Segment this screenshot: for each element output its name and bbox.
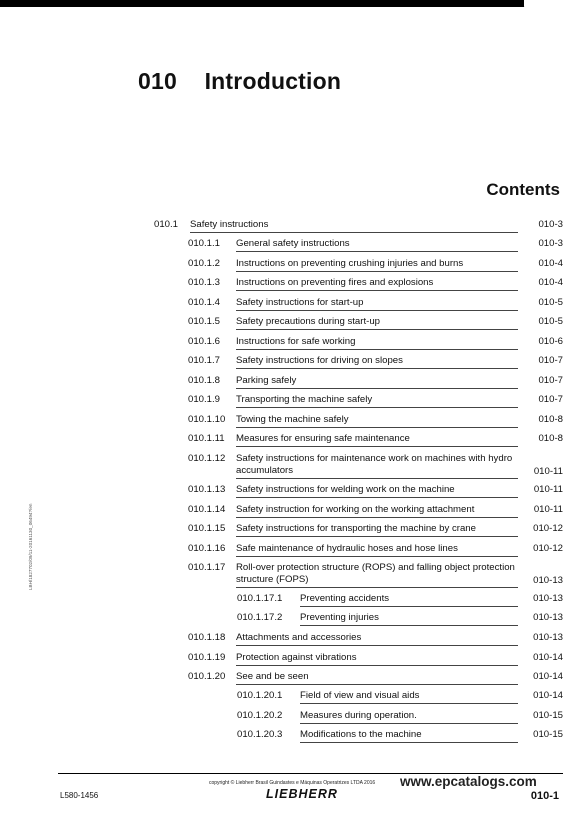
toc-entry-number: 010.1.7 xyxy=(188,355,221,366)
toc-entry[interactable] xyxy=(188,355,563,369)
contents-heading: Contents xyxy=(486,180,560,199)
toc-entry-page: 010-7 xyxy=(538,394,563,405)
toc-entry-title: Field of view and visual aids xyxy=(300,690,518,704)
toc-entry-title: Safety instructions for transporting the machine by crane xyxy=(236,523,518,537)
chapter-number: 010 xyxy=(138,68,177,94)
toc-entry-page: 010-7 xyxy=(538,375,563,386)
toc-entry-page: 010-14 xyxy=(533,671,563,682)
toc-entry[interactable] xyxy=(188,238,563,252)
side-document-code: LBH/1827702/09/11-20161130_06494?/en xyxy=(28,503,33,590)
toc-entry-title: Safe maintenance of hydraulic hoses and hose lines xyxy=(236,543,518,557)
model-code: L580-1456 xyxy=(60,791,99,800)
toc-entry-number: 010.1.10 xyxy=(188,414,226,425)
toc-entry[interactable] xyxy=(188,562,563,588)
toc-entry[interactable] xyxy=(188,504,563,518)
toc-entry-page: 010-4 xyxy=(538,258,563,269)
toc-entry[interactable] xyxy=(237,690,563,704)
toc-entry-page: 010-11 xyxy=(533,504,563,515)
toc-entry-number: 010.1.1 xyxy=(188,238,221,249)
toc-entry-page: 010-13 xyxy=(533,612,563,623)
liebherr-logo: LIEBHERR xyxy=(266,787,338,801)
toc-entry-title: Transporting the machine safely xyxy=(236,394,518,408)
toc-entry-number: 010.1.12 xyxy=(188,453,226,464)
toc-entry-number: 010.1.4 xyxy=(188,297,221,308)
toc-entry-number: 010.1.20.3 xyxy=(237,729,283,740)
toc-entry-title: Instructions on preventing fires and explosions xyxy=(236,277,518,291)
toc-entry-title: Modifications to the machine xyxy=(300,729,518,743)
toc-entry-number: 010.1 xyxy=(154,219,179,230)
toc-entry-page: 010-6 xyxy=(538,336,563,347)
toc-entry[interactable] xyxy=(188,258,563,272)
toc-entry-page: 010-5 xyxy=(538,297,563,308)
toc-entry-title: Roll-over protection structure (ROPS) and falling object protection structure (FOPS) xyxy=(236,562,518,588)
toc-entry-number: 010.1.14 xyxy=(188,504,226,515)
toc-entry[interactable] xyxy=(188,484,563,498)
toc-entry-page: 010-13 xyxy=(533,632,563,643)
toc-entry-title: Measures during operation. xyxy=(300,710,518,724)
toc-entry[interactable] xyxy=(154,219,563,233)
watermark-url: www.epcatalogs.com xyxy=(400,774,537,789)
toc-entry-title: Safety precautions during start-up xyxy=(236,316,518,330)
toc-entry-number: 010.1.2 xyxy=(188,258,221,269)
toc-entry-number: 010.1.19 xyxy=(188,652,226,663)
toc-entry[interactable] xyxy=(188,652,563,666)
toc-entry-number: 010.1.20.2 xyxy=(237,710,283,721)
toc-entry-number: 010.1.6 xyxy=(188,336,221,347)
toc-entry[interactable] xyxy=(237,729,563,743)
toc-entry-page: 010-13 xyxy=(533,575,563,586)
toc-entry-title: General safety instructions xyxy=(236,238,518,252)
toc-entry-title: Parking safely xyxy=(236,375,518,389)
toc-entry-number: 010.1.20 xyxy=(188,671,226,682)
toc-entry-title: Safety instructions for start-up xyxy=(236,297,518,311)
toc-entry-title: Attachments and accessories xyxy=(236,632,518,646)
toc-entry[interactable] xyxy=(188,453,563,479)
toc-entry-page: 010-3 xyxy=(538,238,563,249)
toc-entry-number: 010.1.17.2 xyxy=(237,612,283,623)
toc-entry-number: 010.1.15 xyxy=(188,523,226,534)
toc-entry[interactable] xyxy=(237,612,563,626)
toc-entry-page: 010-13 xyxy=(533,593,563,604)
toc-entry[interactable] xyxy=(188,632,563,646)
toc-entry-number: 010.1.13 xyxy=(188,484,226,495)
toc-entry[interactable] xyxy=(188,375,563,389)
copyright-notice: copyright © Liebherr Brasil Guindastes e Máquinas Operatrizes LTDA 2016 xyxy=(209,780,376,786)
toc-entry[interactable] xyxy=(237,593,563,607)
toc-entry-page: 010-5 xyxy=(538,316,563,327)
toc-entry[interactable] xyxy=(237,710,563,724)
toc-entry[interactable] xyxy=(188,433,563,447)
toc-entry-number: 010.1.17 xyxy=(188,562,226,573)
toc-entry-page: 010-11 xyxy=(533,484,563,495)
toc-entry-page: 010-7 xyxy=(538,355,563,366)
toc-entry-number: 010.1.16 xyxy=(188,543,226,554)
toc-entry[interactable] xyxy=(188,543,563,557)
toc-entry[interactable] xyxy=(188,297,563,311)
toc-entry-title: Preventing accidents xyxy=(300,593,518,607)
toc-entry-page: 010-15 xyxy=(533,710,563,721)
toc-entry-title: Safety instructions for driving on slopes xyxy=(236,355,518,369)
toc-entry-number: 010.1.18 xyxy=(188,632,226,643)
toc-entry-page: 010-3 xyxy=(538,219,563,230)
toc-entry-number: 010.1.9 xyxy=(188,394,221,405)
toc-entry-page: 010-14 xyxy=(533,690,563,701)
page-number: 010-1 xyxy=(530,790,559,802)
toc-entry-title: Instructions on preventing crushing injuries and burns xyxy=(236,258,518,272)
toc-entry-page: 010-8 xyxy=(538,414,563,425)
toc-entry-title: Protection against vibrations xyxy=(236,652,518,666)
toc-entry-page: 010-8 xyxy=(538,433,563,444)
toc-entry-title: Towing the machine safely xyxy=(236,414,518,428)
toc-entry-title: Safety instructions xyxy=(190,219,518,233)
toc-entry-page: 010-14 xyxy=(533,652,563,663)
toc-entry-title: Safety instructions for maintenance work on machines with hydro accumulators xyxy=(236,453,518,479)
toc-entry-title: Preventing injuries xyxy=(300,612,518,626)
toc-entry-page: 010-12 xyxy=(533,543,563,554)
toc-entry[interactable] xyxy=(188,671,563,685)
toc-entry-title: Safety instruction for working on the working attachment xyxy=(236,504,518,518)
toc-entry-number: 010.1.8 xyxy=(188,375,221,386)
toc-entry-title: Safety instructions for welding work on the machine xyxy=(236,484,518,498)
toc-entry-page: 010-12 xyxy=(533,523,563,534)
toc-entry[interactable] xyxy=(188,336,563,350)
toc-entry-number: 010.1.17.1 xyxy=(237,593,283,604)
chapter-title: Introduction xyxy=(204,68,342,94)
toc-entry-number: 010.1.11 xyxy=(188,433,225,444)
toc-entry-title: Measures for ensuring safe maintenance xyxy=(236,433,518,447)
toc-entry[interactable] xyxy=(188,277,563,291)
toc-entry-number: 010.1.5 xyxy=(188,316,221,327)
toc-entry[interactable] xyxy=(188,316,563,330)
toc-entry-page: 010-4 xyxy=(538,277,563,288)
toc-entry-title: See and be seen xyxy=(236,671,518,685)
toc-entry-number: 010.1.3 xyxy=(188,277,221,288)
toc-entry[interactable] xyxy=(188,394,563,408)
toc-entry-title: Instructions for safe working xyxy=(236,336,518,350)
toc-entry[interactable] xyxy=(188,523,563,537)
toc-entry-number: 010.1.20.1 xyxy=(237,690,283,701)
toc-entry[interactable] xyxy=(188,414,563,428)
toc-entry-page: 010-11 xyxy=(533,466,563,477)
toc-entry-page: 010-15 xyxy=(533,729,563,740)
